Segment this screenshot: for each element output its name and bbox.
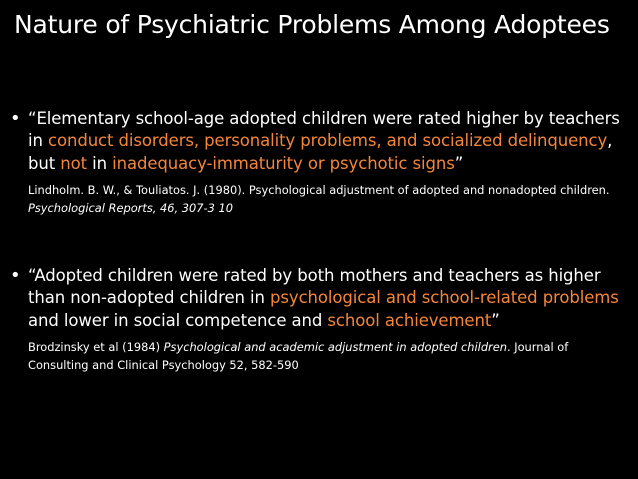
bullet-dot-icon: • — [10, 265, 21, 286]
bullet-dot-icon: • — [10, 108, 21, 129]
quote-text: , but — [28, 131, 613, 173]
quote-text: and lower in social competence and — [28, 310, 328, 330]
citation-2 — [28, 338, 632, 374]
citation-title: Psychological and academic adjustment in adopted children — [163, 340, 507, 355]
slide-title: Nature of Psychiatric Problems Among Adoptees — [14, 10, 610, 39]
quote-text: “Adopted children were rated by both mothers and teachers as higher than non-adopted children in — [28, 266, 601, 308]
highlight-text: conduct disorders, personality problems, and socialized delinquency — [48, 131, 608, 151]
citation-text: Lindholm. B. W., & Touliatos. J. (1980). Psychological adjustment of adopted and nonadopted children. — [28, 183, 610, 198]
citation-1 — [28, 181, 632, 217]
quote-text: ” — [454, 153, 464, 173]
bullet-item-2 — [10, 265, 632, 374]
highlight-text: school achievement — [327, 310, 492, 330]
quote-text: ” — [491, 310, 500, 330]
highlight-text: psychological and school-related problems — [270, 288, 619, 308]
bullet-item-1 — [10, 108, 632, 217]
citation-text: Brodzinsky et al (1984) — [28, 340, 164, 355]
bullet-quote-1 — [28, 108, 632, 175]
citation-journal: Psychological Reports, 46, 307-3 10 — [28, 201, 233, 216]
quote-text: in — [86, 153, 113, 173]
highlight-text: not — [60, 153, 87, 173]
highlight-text: inadequacy-immaturity or psychotic signs — [112, 153, 455, 173]
bullet-quote-2 — [28, 265, 632, 332]
citation-text: . Journal of Consulting and Clinical Psychology 52, 582-590 — [28, 340, 569, 373]
quote-text: “Elementary school-age adopted children were rated higher by teachers in — [28, 109, 620, 151]
